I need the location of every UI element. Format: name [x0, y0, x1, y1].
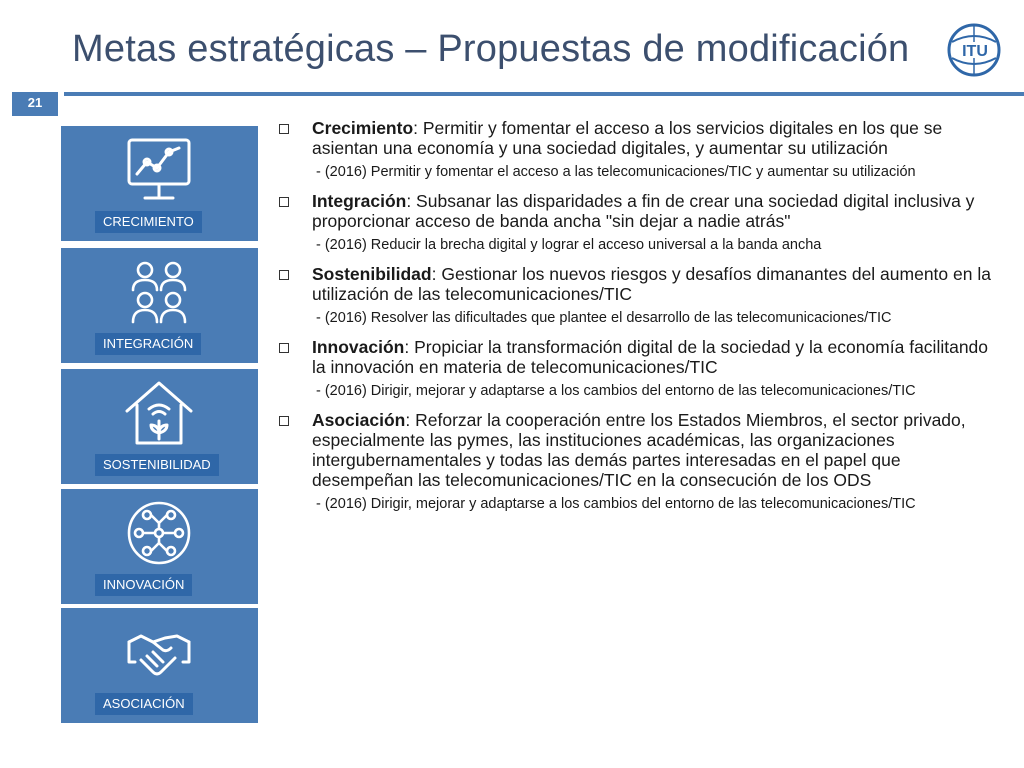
header-rule	[64, 92, 1024, 96]
item-term: Integración	[312, 191, 407, 211]
tile-integracion	[61, 248, 258, 363]
tile-crecimiento	[61, 126, 258, 241]
list-item	[278, 191, 998, 254]
item-sub: - (2016) Reducir la brecha digital y lograr el acceso universal a la banda ancha	[316, 237, 822, 253]
item-sub: - (2016) Resolver las dificultades que plantee el desarrollo de las telecomunicaciones/TIC	[316, 310, 892, 326]
item-term: Crecimiento	[312, 118, 414, 138]
item-term: Sostenibilidad	[312, 264, 432, 284]
tile-label: INNOVACIÓN	[95, 574, 192, 596]
item-sub: - (2016) Permitir y fomentar el acceso a las telecomunicaciones/TIC y aumentar su utilización	[316, 164, 916, 180]
circuit-network-icon	[123, 497, 195, 569]
tile-label: ASOCIACIÓN	[95, 693, 193, 715]
item-text: : Propiciar la transformación digital de la sociedad y la economía facilitando la innovación en materia de telecomunicaciones/TIC	[312, 337, 989, 377]
tile-label: INTEGRACIÓN	[95, 333, 201, 355]
item-text: : Gestionar los nuevos riesgos y desafíos dimanantes del aumento en la utilización de las telecomunicaciones/TIC	[312, 264, 991, 304]
itu-logo-icon	[944, 20, 1004, 80]
handshake-icon	[123, 616, 195, 688]
list-item	[278, 337, 998, 400]
item-sub: - (2016) Dirigir, mejorar y adaptarse a los cambios del entorno de las telecomunicaciones/TIC	[316, 383, 916, 399]
list-item	[278, 118, 998, 181]
tile-label: CRECIMIENTO	[95, 211, 202, 233]
item-term: Asociación	[312, 410, 406, 430]
square-bullet-icon	[279, 343, 289, 353]
item-text: : Permitir y fomentar el acceso a los servicios digitales en los que se asientan una economía y una sociedad digitales, y aumentar su utilización	[312, 118, 943, 158]
tile-sostenibilidad	[61, 369, 258, 484]
list-item	[278, 410, 998, 513]
logo-text: ITU	[962, 43, 988, 60]
item-text: : Reforzar la cooperación entre los Estados Miembros, el sector privado, especialmente las pymes, las instituciones académicas, las organizaciones intergubernamentales y todas las demás partes interesadas en el papel que desempeñan las telecomunicaciones/TIC en la consecución de los ODS	[312, 410, 966, 490]
goals-list	[278, 118, 998, 523]
people-group-icon	[123, 256, 195, 328]
square-bullet-icon	[279, 416, 289, 426]
page-title: Metas estratégicas – Propuestas de modificación	[72, 28, 910, 70]
item-term: Innovación	[312, 337, 405, 357]
tile-label: SOSTENIBILIDAD	[95, 454, 219, 476]
square-bullet-icon	[279, 124, 289, 134]
square-bullet-icon	[279, 197, 289, 207]
tile-asociacion	[61, 608, 258, 723]
square-bullet-icon	[279, 270, 289, 280]
house-wifi-plant-icon	[123, 377, 195, 449]
page-number: 21	[12, 92, 58, 116]
tile-innovacion	[61, 489, 258, 604]
monitor-chart-icon	[123, 134, 195, 206]
list-item	[278, 264, 998, 327]
item-sub: - (2016) Dirigir, mejorar y adaptarse a los cambios del entorno de las telecomunicaciones/TIC	[316, 496, 916, 512]
item-text: : Subsanar las disparidades a fin de crear una sociedad digital inclusiva y proporcionar acceso de banda ancha "sin dejar a nadie atrás"	[312, 191, 975, 231]
